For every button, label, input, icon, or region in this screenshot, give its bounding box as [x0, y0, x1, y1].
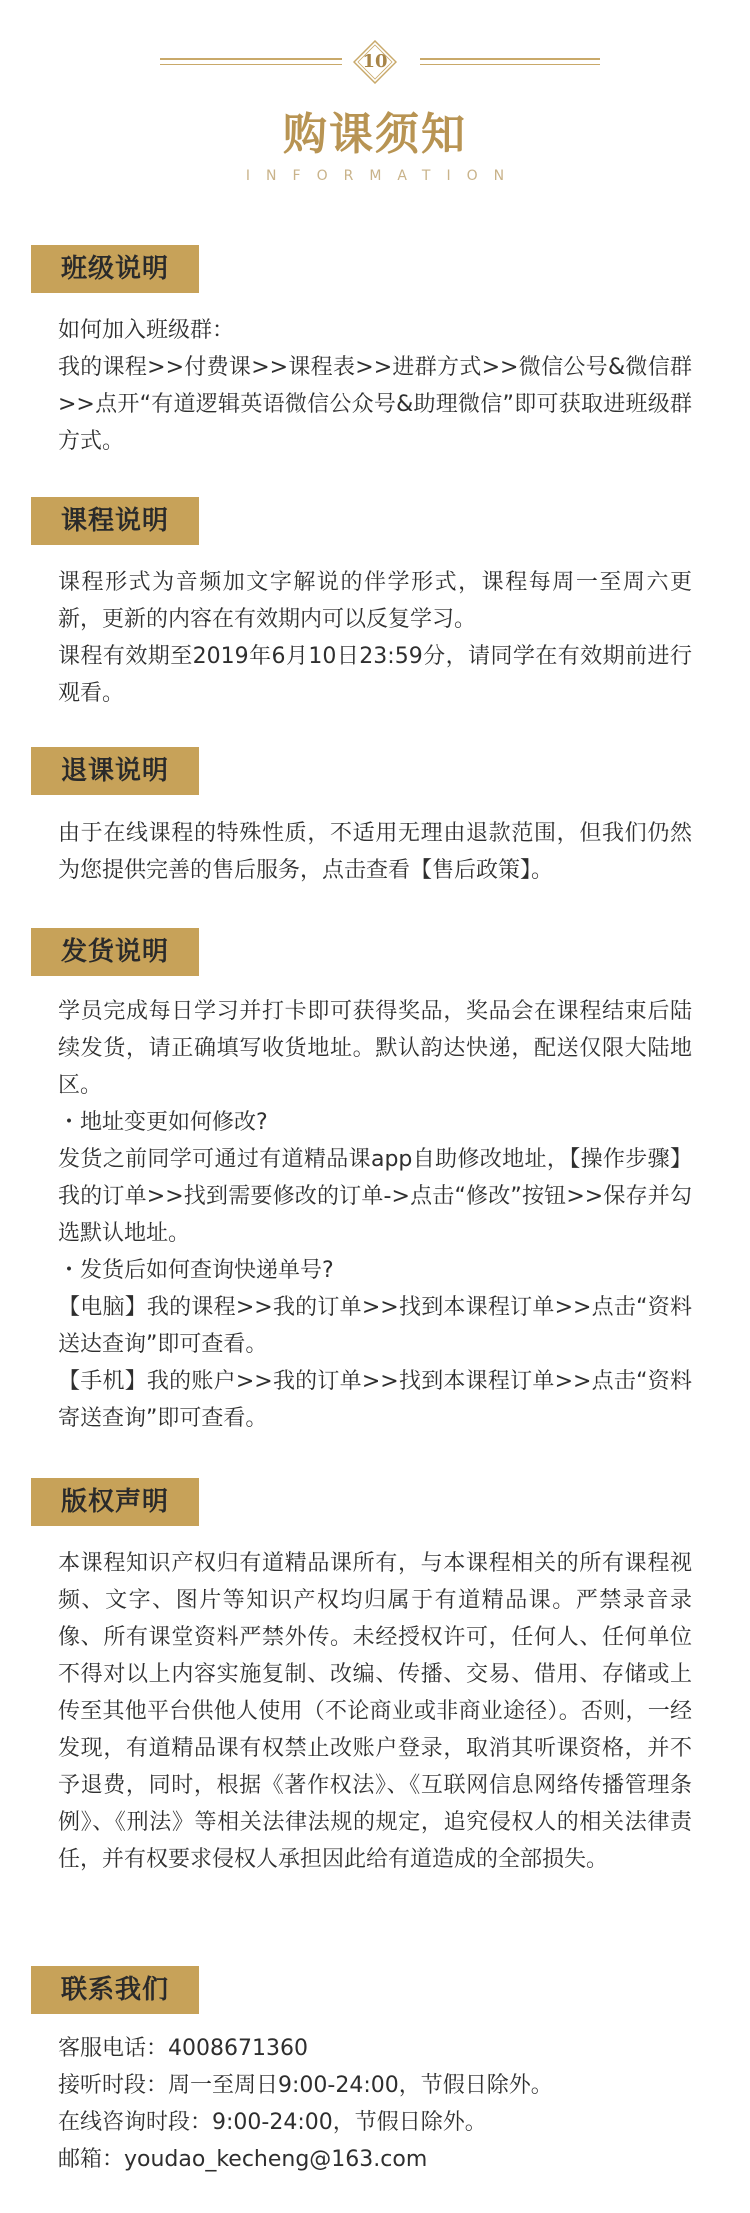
page-title: 购课须知 — [283, 109, 467, 160]
contact-email: 邮箱：youdao_kecheng@163.com — [58, 2147, 428, 2172]
section-number-badge — [353, 40, 397, 84]
body-paragraph: 本课程知识产权归有道精品课所有，与本课程相关的所有课程视频、文字、图片等知识产权均归属于有道精品课。严禁录音录像、所有课堂资料严禁外传。未经授权许可，任何人、任何单位不得对以上内容实施复制、改编、传播、交易、借用、存储或上传至其他平台供他人使用（不论商业或非商业途径）。否则，一经发现，有道精品课有权禁止改账户登录，取消其听课资格，并不予退费，同时，根据《著作权法》、《互联网信息网络传播管理条例》、《刑法》等相关法律法规的规定，追究侵权人的相关法律责任，并有权要求侵权人承担因此给有道造成的全部损失。 — [58, 1551, 692, 1872]
body-paragraph: 我的课程>>付费课>>课程表>>进群方式>>微信公号&微信群>>点开“有道逻辑英语微信公众号&助理微信”即可获取进班级群方式。 — [58, 355, 692, 454]
section-body — [58, 312, 692, 460]
body-paragraph: 学员完成每日学习并打卡即可获得奖品，奖品会在课程结束后陆续发货，请正确填写收货地址。默认韵达快递，配送仅限大陆地区。 — [58, 999, 692, 1098]
contact-hours: 接听时段：周一至周日9:00-24:00，节假日除外。 — [58, 2073, 553, 2098]
body-paragraph: ・地址变更如何修改? — [58, 1110, 268, 1135]
page-header — [0, 0, 750, 210]
section-body — [58, 2030, 692, 2178]
body-paragraph: 课程有效期至2019年6月10日23:59分，请同学在有效期前进行观看。 — [58, 644, 692, 706]
section-tag: 课程说明 — [31, 497, 199, 545]
header-left-divider — [160, 58, 342, 60]
page-subtitle: INFORMATION — [245, 168, 521, 184]
body-paragraph: 由于在线课程的特殊性质，不适用无理由退款范围，但我们仍然为您提供完善的售后服务，点击查看【售后政策】。 — [58, 821, 692, 883]
section-tag: 联系我们 — [31, 1966, 199, 2014]
body-paragraph: 发货之前同学可通过有道精品课app自助修改地址，【操作步骤】我的订单>>找到需要修改的订单->点击“修改”按钮>>保存并勾选默认地址。 — [58, 1147, 692, 1246]
badge-number: 10 — [362, 51, 388, 72]
section-body — [58, 564, 692, 712]
body-paragraph: 课程形式为音频加文字解说的伴学形式，课程每周一至周六更新，更新的内容在有效期内可以反复学习。 — [58, 570, 692, 632]
body-paragraph: ・发货后如何查询快递单号? — [58, 1258, 334, 1283]
section-body — [58, 993, 692, 1437]
header-right-divider — [420, 58, 600, 60]
section-tag: 发货说明 — [31, 928, 199, 976]
body-paragraph: 如何加入班级群： — [58, 318, 235, 343]
contact-online-hours: 在线咨询时段：9:00-24:00，节假日除外。 — [58, 2110, 487, 2135]
contact-phone: 客服电话：4008671360 — [58, 2036, 308, 2061]
section-tag: 版权声明 — [31, 1478, 199, 1526]
section-tag: 班级说明 — [31, 245, 199, 293]
section-body — [58, 1545, 692, 1878]
body-paragraph: 【手机】我的账户>>我的订单>>找到本课程订单>>点击“资料寄送查询”即可查看。 — [58, 1369, 692, 1431]
section-tag: 退课说明 — [31, 747, 199, 795]
body-paragraph: 【电脑】我的课程>>我的订单>>找到本课程订单>>点击“资料送达查询”即可查看。 — [58, 1295, 692, 1357]
section-body — [58, 815, 692, 889]
